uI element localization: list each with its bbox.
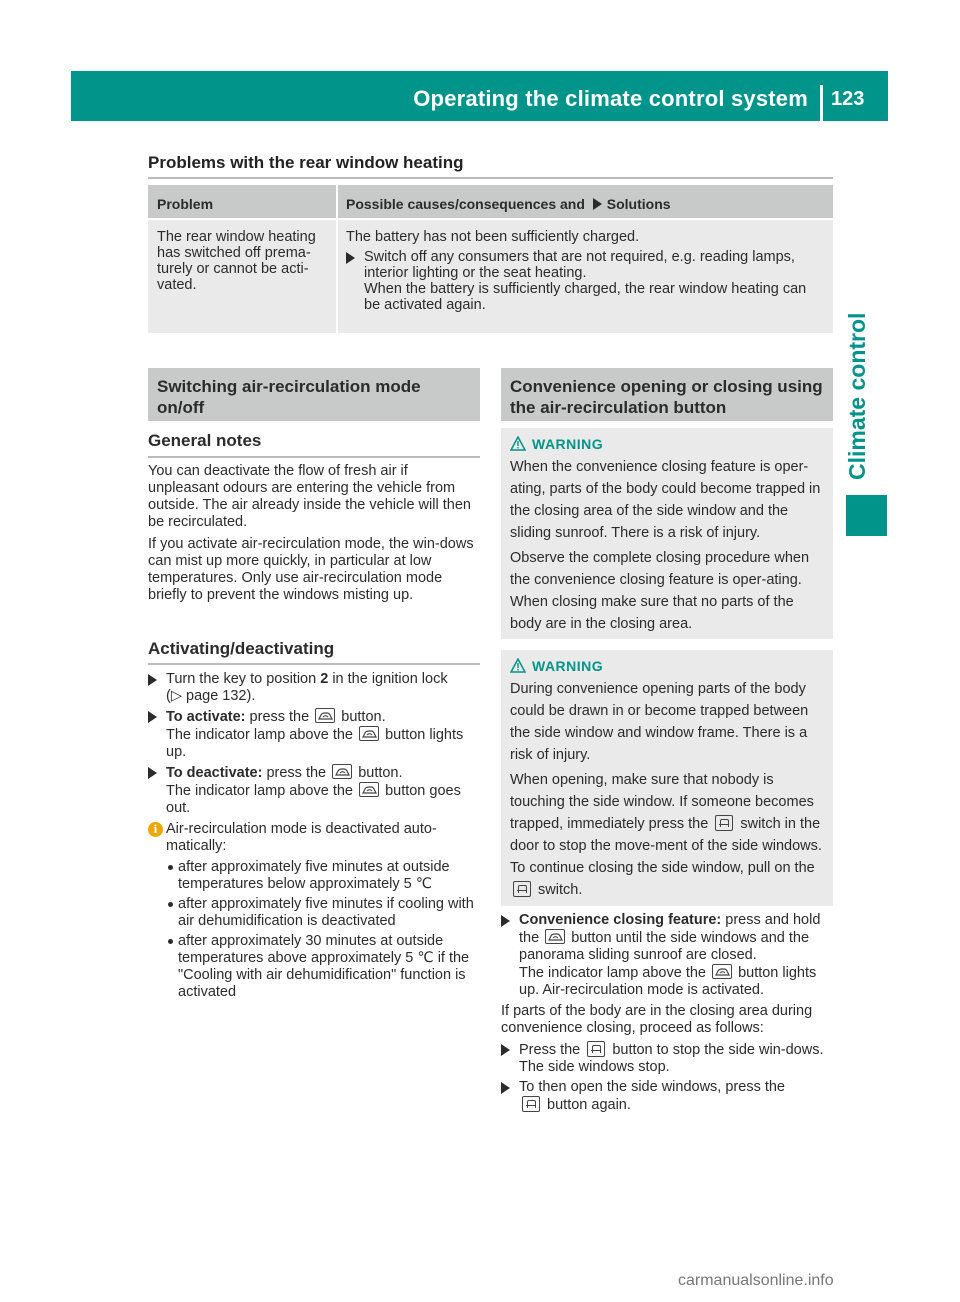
activate-label: To activate: — [166, 709, 246, 725]
step-press-window — [501, 1041, 833, 1076]
warning-triangle-icon — [510, 436, 526, 451]
window-switch-icon — [715, 815, 733, 831]
activate-note-post: button lights up. — [166, 727, 464, 760]
header-divider — [820, 85, 823, 121]
press-post: button to stop the side win-dows. — [612, 1042, 824, 1058]
conv-note-pre: The indicator lamp above the — [519, 965, 706, 981]
conv-post: button until the side windows and the panorama sliding sunroof are closed. — [519, 930, 810, 963]
activating-heading: Activating/deactivating — [148, 639, 335, 658]
warning-label: WARNING — [532, 658, 604, 674]
deactivate-label: To deactivate: — [166, 765, 263, 781]
conv-note-post: button lights up. Air-recirculation mode is activated. — [519, 965, 817, 998]
warning1-paragraph-1: When the convenience closing feature is oper-ating, parts of the body could become trapped in the closing area of the side window and the sliding sunroof. There is a risk of injury. — [510, 459, 821, 541]
solution-cell — [336, 220, 833, 333]
window-switch-icon — [513, 881, 531, 897]
solution-step — [346, 249, 825, 313]
col-header-solutions-text: Solutions — [606, 196, 671, 212]
problems-table — [148, 185, 833, 333]
list-item: after approximately five minutes at outside temperatures below approximately 5 ℃ — [166, 859, 480, 893]
window-switch-icon — [522, 1096, 540, 1112]
window-switch-icon — [587, 1041, 605, 1057]
press-note: The side windows stop. — [519, 1059, 670, 1075]
step-turn-key — [148, 671, 480, 705]
warning-triangle-icon — [510, 658, 526, 673]
problem-cell — [148, 220, 336, 333]
warning2-p2b-end: switch. — [538, 882, 583, 898]
recirculation-icon — [712, 964, 732, 979]
step-arrow-icon — [148, 674, 157, 686]
divider — [148, 456, 480, 458]
page-reference[interactable]: (▷ page 132). — [166, 688, 256, 704]
page-header — [71, 71, 888, 121]
warning2-paragraph-1: During convenience opening parts of the body could be drawn in or become trapped between the side window and window frame. There is a risk of injury. — [510, 681, 809, 763]
step-arrow-icon — [148, 711, 157, 723]
recirculation-icon — [332, 764, 352, 779]
solution-step-text: Switch off any consumers that are not required, e.g. reading lamps, interior lighting or the seat heating. — [364, 249, 795, 281]
recirculation-icon — [545, 929, 565, 944]
step-arrow-icon — [148, 767, 157, 779]
recirculation-icon — [359, 782, 379, 797]
col-header-causes — [336, 185, 833, 218]
side-tab-label: Climate control — [844, 312, 870, 480]
page-number: 123 — [831, 88, 865, 110]
key-position: 2 — [320, 671, 329, 687]
col-header-causes-text: Possible causes/consequences and — [346, 196, 585, 212]
general-notes-heading: General notes — [148, 431, 262, 450]
step-deactivate — [148, 764, 480, 817]
press-pre: Press the — [519, 1042, 581, 1058]
activate-pre: press the — [249, 709, 310, 725]
warning1-paragraph-2: Observe the complete closing procedure when the convenience closing feature is oper-ating. When closing make sure that no parts of the body are in the closing area. — [510, 550, 810, 632]
open-line-2 — [519, 1096, 833, 1114]
info-icon: i — [148, 822, 163, 837]
step-open-windows — [501, 1079, 833, 1114]
col-header-problem: Problem — [157, 196, 214, 212]
activate-note-pre: The indicator lamp above the — [166, 727, 353, 743]
recirculation-icon — [315, 708, 335, 723]
activate-note — [166, 726, 480, 761]
cause-text: The battery has not been sufficiently charged. — [346, 229, 640, 245]
section-bar-convenience: Convenience opening or closing using the air-recirculation button — [501, 368, 833, 421]
list-item: after approximately five minutes if cooling with air dehumidification is deactivated — [166, 896, 480, 930]
step-activate — [148, 708, 480, 761]
deactivate-note-post: button goes out. — [166, 783, 461, 816]
step-arrow-icon — [593, 198, 602, 210]
info-note — [148, 821, 480, 855]
step-arrow-icon — [501, 1044, 510, 1056]
step-arrow-icon — [501, 915, 510, 927]
list-item: after approximately 30 minutes at outside temperatures above approximately 5 ℃ if the "Cooling with air dehumidification" function is activated — [166, 933, 480, 1001]
general-paragraph-1: You can deactivate the flow of fresh air if unpleasant odours are entering the vehicle from outside. The air already inside the vehicle will then be recirculated. — [148, 463, 471, 530]
deactivate-post: button. — [358, 765, 403, 781]
deactivate-note-pre: The indicator lamp above the — [166, 783, 353, 799]
problem-text: The rear window heating has switched off prema-turely or cannot be acti-vated. — [157, 229, 316, 293]
step1-pre: Turn the key to position — [166, 671, 317, 687]
warning2-p2-text: When opening, make sure that nobody is touching the side window. If someone becomes trapped, immediately press — [510, 772, 814, 832]
general-paragraph-2: If you activate air-recirculation mode, the win-dows can mist up more quickly, in particular at low temperatures. Only use air-recirculation mode briefly to prevent the windows misting up. — [148, 536, 474, 603]
step1-post: in the ignition lock — [332, 671, 448, 687]
conv-label: Convenience closing feature: — [519, 912, 722, 928]
open-post: button again. — [547, 1097, 631, 1113]
info-text: Air-recirculation mode is deactivated auto-matically: — [166, 821, 437, 854]
deactivate-pre: press the — [266, 765, 327, 781]
warning2-p2b-pre: the — [688, 816, 709, 832]
table-row — [148, 218, 833, 333]
side-tab — [844, 300, 884, 480]
side-tab-marker — [846, 495, 887, 536]
warning-title — [510, 434, 826, 454]
deactivate-note — [166, 782, 480, 817]
conv-pre: press and hold the — [519, 912, 821, 946]
info-bullets — [148, 859, 480, 1001]
warning-box-opening — [501, 650, 833, 906]
table-header — [148, 185, 833, 218]
convenience-instructions — [501, 912, 833, 1114]
warning-box-closing — [501, 428, 833, 639]
general-notes-body — [148, 463, 480, 604]
warning2-p2b-post: switch in the door to stop the move-ment of the side windows. To continue closing the side window, pull on the — [510, 816, 822, 876]
recirculation-icon — [359, 726, 379, 741]
activating-body — [148, 671, 480, 1001]
section-bar-recirculation: Switching air-recirculation mode on/off — [148, 368, 480, 421]
conv-note — [519, 964, 833, 999]
step-convenience-closing — [501, 912, 833, 999]
divider — [148, 177, 833, 179]
problems-heading: Problems with the rear window heating — [148, 153, 464, 172]
step-arrow-icon — [501, 1082, 510, 1094]
open-pre: To then open the side windows, press the — [519, 1079, 785, 1095]
watermark: carmanualsonline.info — [678, 1272, 834, 1289]
step-arrow-icon — [346, 252, 355, 264]
solution-note: When the battery is sufficiently charged, the rear window heating can be activated again. — [364, 281, 807, 313]
divider — [148, 663, 480, 665]
header-title: Operating the climate control system — [413, 86, 808, 111]
body-parts-text: If parts of the body are in the closing area during convenience closing, proceed as follows: — [501, 1003, 813, 1036]
activate-post: button. — [341, 709, 386, 725]
warning-title — [510, 656, 826, 676]
warning2-paragraph-2 — [510, 769, 826, 901]
warning-label: WARNING — [532, 436, 604, 452]
